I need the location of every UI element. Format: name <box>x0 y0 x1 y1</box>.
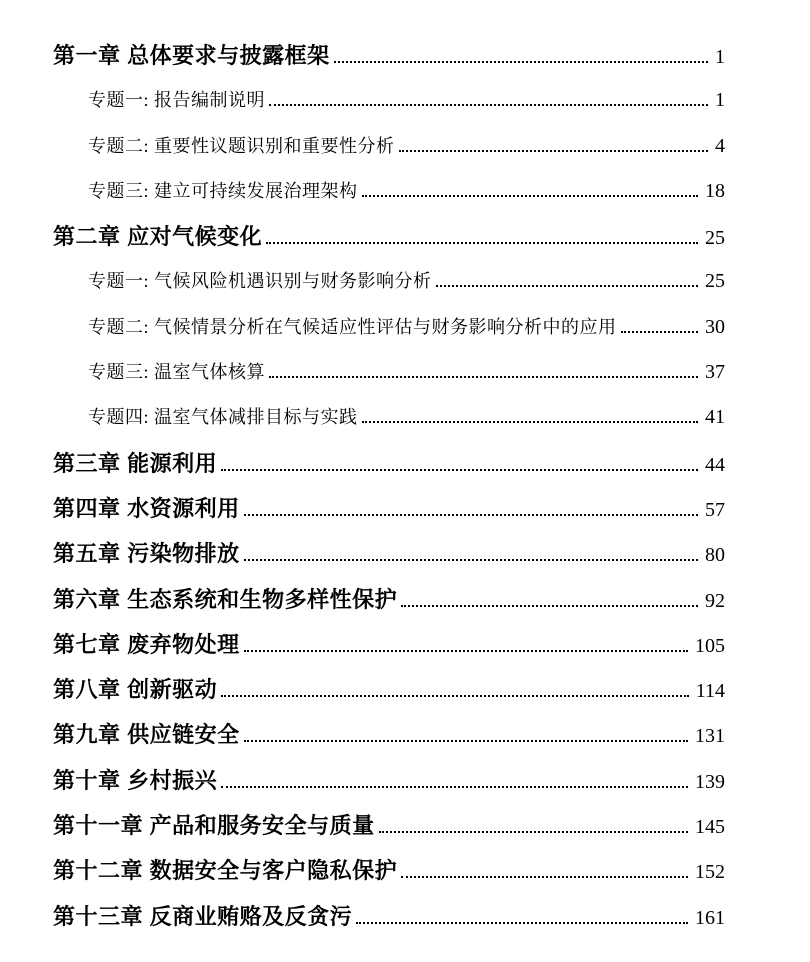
dot-leader <box>401 876 688 878</box>
dot-leader <box>401 605 698 607</box>
dot-leader <box>362 195 699 197</box>
toc-entry-topic <box>53 305 725 350</box>
toc-entry-title: 第三章 能源利用 <box>53 450 218 476</box>
page-number: 105 <box>695 634 725 657</box>
dot-leader <box>436 285 699 287</box>
page-number: 1 <box>715 46 725 68</box>
page-number: 57 <box>705 498 725 521</box>
dot-leader <box>334 61 708 63</box>
page-number: 80 <box>705 544 725 567</box>
page-number: 25 <box>705 270 725 293</box>
dot-leader <box>221 786 688 788</box>
dot-leader <box>621 331 699 333</box>
toc-entry-title: 专题二: 重要性议题识别和重要性分析 <box>88 135 395 156</box>
toc-entry-title: 专题一: 报告编制说明 <box>88 90 266 111</box>
toc-entry-title: 第十一章 产品和服务安全与质量 <box>53 813 375 839</box>
page-number: 152 <box>695 861 725 884</box>
toc-entry-topic <box>53 350 725 395</box>
page-number: 145 <box>695 816 725 839</box>
toc-entry-chapter <box>53 214 725 259</box>
toc-entry-topic <box>53 124 725 169</box>
page-number: 139 <box>695 770 725 793</box>
toc-entry-title: 第一章 总体要求与披露框架 <box>53 43 330 68</box>
toc-entry-chapter <box>53 667 725 712</box>
page-number: 30 <box>705 315 725 338</box>
page-number: 161 <box>695 906 725 929</box>
toc-entry-title: 第四章 水资源利用 <box>53 495 240 521</box>
dot-leader <box>266 242 698 244</box>
toc-entry-title: 专题四: 温室气体减排目标与实践 <box>88 407 358 428</box>
page-number: 131 <box>695 725 725 748</box>
toc-entry-title: 专题一: 气候风险机遇识别与财务影响分析 <box>88 271 432 292</box>
toc-entry-topic <box>53 259 725 304</box>
dot-leader <box>269 104 708 106</box>
toc-entry-title: 第十二章 数据安全与客户隐私保护 <box>53 858 398 884</box>
toc-entry-chapter <box>53 441 725 486</box>
toc-entry-chapter <box>53 758 725 803</box>
toc-entry-title: 第二章 应对气候变化 <box>53 224 263 250</box>
toc-entry-title: 第九章 供应链安全 <box>53 722 240 748</box>
toc-entry-title: 专题二: 气候情景分析在气候适应性评估与财务影响分析中的应用 <box>88 316 617 337</box>
page-number: 37 <box>705 361 725 384</box>
toc-entry-topic <box>53 78 725 123</box>
toc-entry-chapter <box>53 712 725 757</box>
dot-leader <box>399 150 709 152</box>
toc-entry-title: 第八章 创新驱动 <box>53 677 218 703</box>
toc-entry-title: 第五章 污染物排放 <box>53 541 240 567</box>
dot-leader <box>244 740 688 742</box>
page-number: 114 <box>695 680 725 703</box>
toc-entry-chapter <box>53 848 725 893</box>
toc-entry-title: 第七章 废弃物处理 <box>53 631 240 657</box>
dot-leader <box>356 922 688 924</box>
toc-entry-title: 第十章 乡村振兴 <box>53 767 218 793</box>
dot-leader <box>221 469 698 471</box>
toc-entry-topic <box>53 169 725 214</box>
toc-entry-chapter <box>53 622 725 667</box>
page-number: 1 <box>715 89 725 112</box>
toc-entry-title: 专题三: 建立可持续发展治理架构 <box>88 180 358 201</box>
toc-entry-chapter <box>53 577 725 622</box>
toc-entry-topic <box>53 395 725 440</box>
dot-leader <box>379 831 688 833</box>
page-number: 18 <box>705 179 725 202</box>
toc-entry-title: 第十三章 反商业贿赂及反贪污 <box>53 903 353 929</box>
dot-leader <box>244 514 698 516</box>
toc-entry-chapter <box>53 894 725 939</box>
dot-leader <box>269 376 698 378</box>
toc-entry-title: 专题三: 温室气体核算 <box>88 362 266 383</box>
toc-entry-chapter <box>53 33 725 78</box>
page-number: 92 <box>705 589 725 612</box>
toc-entry-title: 第六章 生态系统和生物多样性保护 <box>53 586 398 612</box>
toc-entry-chapter <box>53 531 725 576</box>
page-number: 44 <box>705 453 725 476</box>
toc-entry-chapter <box>53 486 725 531</box>
toc-entry-chapter <box>53 803 725 848</box>
dot-leader <box>244 650 688 652</box>
page-number: 41 <box>705 406 725 429</box>
page-number: 25 <box>705 227 725 250</box>
dot-leader <box>362 421 699 423</box>
page-number: 4 <box>715 134 725 157</box>
dot-leader <box>221 695 689 697</box>
dot-leader <box>244 559 698 561</box>
